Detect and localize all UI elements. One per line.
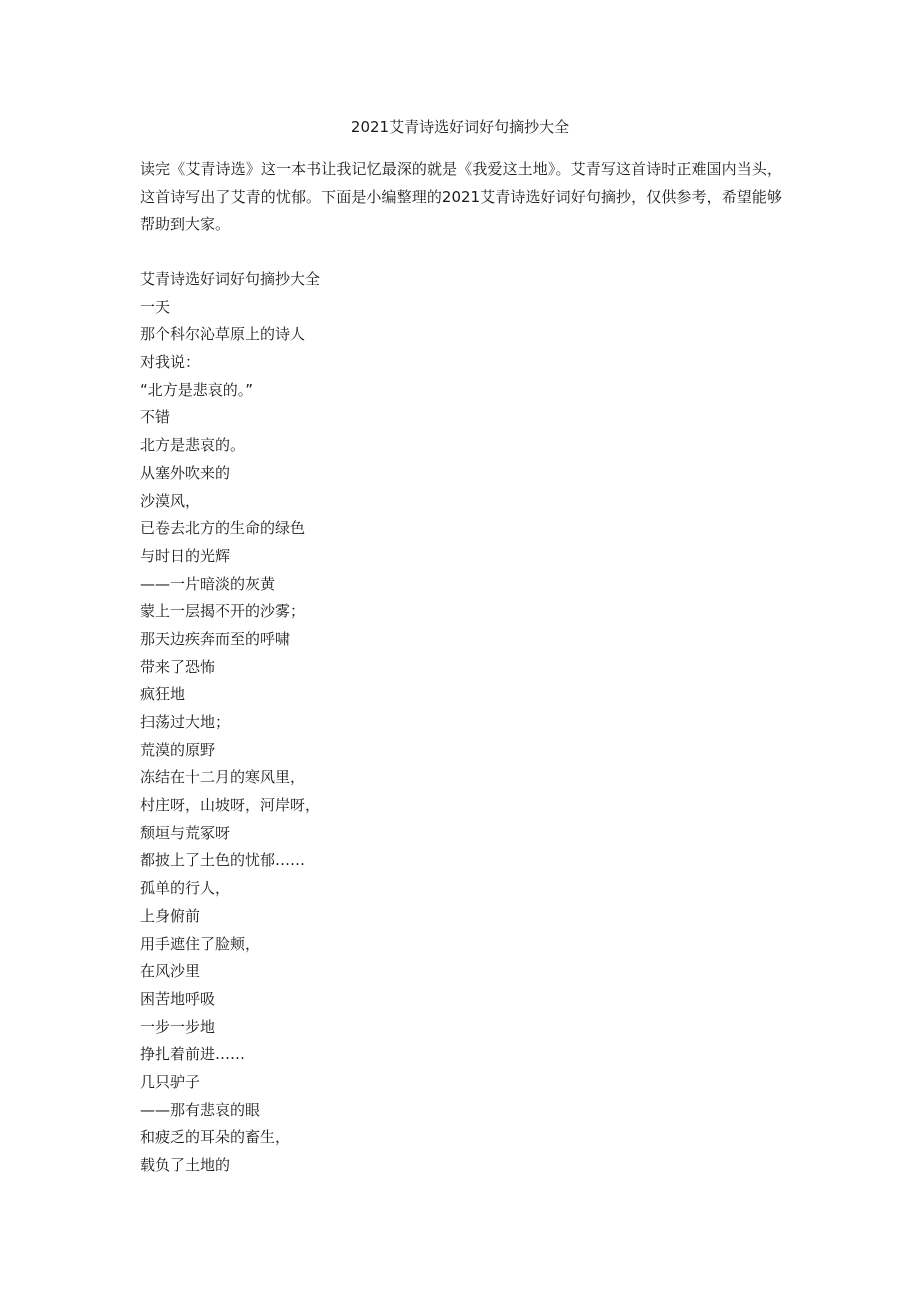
poem-line: 带来了恐怖 xyxy=(140,657,216,676)
poem-line: 北方是悲哀的。 xyxy=(140,436,246,455)
poem-line: 用手遮住了脸颊， xyxy=(140,934,261,953)
poem-line: 沙漠风， xyxy=(140,491,201,510)
poem-line: 对我说： xyxy=(140,353,201,372)
poem-line: 已卷去北方的生命的绿色 xyxy=(140,519,306,538)
poem-line: 荒漠的原野 xyxy=(140,740,216,759)
poem-line: 不错 xyxy=(140,408,171,427)
poem-line: 挣扎着前进…… xyxy=(140,1045,246,1064)
poem-line: ——一片暗淡的灰黄 xyxy=(140,574,276,593)
poem-line: 冻结在十二月的寒风里， xyxy=(140,768,306,787)
intro-paragraph: 读完《艾青诗选》这一本书让我记忆最深的就是《我爱这土地》。艾青写这首诗时正难国内当头，这首诗写出了艾青的忧郁。下面是小编整理的2021艾青诗选好词好句摘抄，仅供参考，希望能够帮助到大家。 xyxy=(140,160,782,233)
poem-line: 都披上了土色的忧郁…… xyxy=(140,851,306,870)
poem-line: 上身俯前 xyxy=(140,906,201,925)
poem-line: 一天 xyxy=(140,297,171,316)
poem-lines xyxy=(140,266,780,1180)
poem-line: 颓垣与荒冢呀 xyxy=(140,823,231,842)
poem-line: 从塞外吹来的 xyxy=(140,463,231,482)
poem-line: “北方是悲哀的。” xyxy=(140,380,254,399)
poem-line: ——那有悲哀的眼 xyxy=(140,1100,261,1119)
poem-line: 那天边疾奔而至的呼啸 xyxy=(140,629,291,648)
document-title: 2021艾青诗选好词好句摘抄大全 xyxy=(350,118,570,136)
poem-line: 和疲乏的耳朵的畜生， xyxy=(140,1128,291,1147)
poem-line: 疯狂地 xyxy=(140,685,186,704)
poem-line: 载负了土地的 xyxy=(140,1156,231,1174)
poem-line: 村庄呀，山坡呀，河岸呀， xyxy=(140,796,321,815)
poem-line: 与时日的光辉 xyxy=(140,546,231,565)
poem-line: 艾青诗选好词好句摘抄大全 xyxy=(140,270,321,288)
poem-line: 在风沙里 xyxy=(140,962,201,981)
poem-line: 蒙上一层揭不开的沙雾； xyxy=(140,602,306,621)
poem-line: 几只驴子 xyxy=(140,1072,201,1091)
poem-line: 孤单的行人， xyxy=(140,879,231,898)
poem-line: 一步一步地 xyxy=(140,1017,216,1036)
poem-line: 困苦地呼吸 xyxy=(140,989,216,1008)
poem-line: 那个科尔沁草原上的诗人 xyxy=(140,325,306,344)
poem-line: 扫荡过大地； xyxy=(140,713,231,731)
